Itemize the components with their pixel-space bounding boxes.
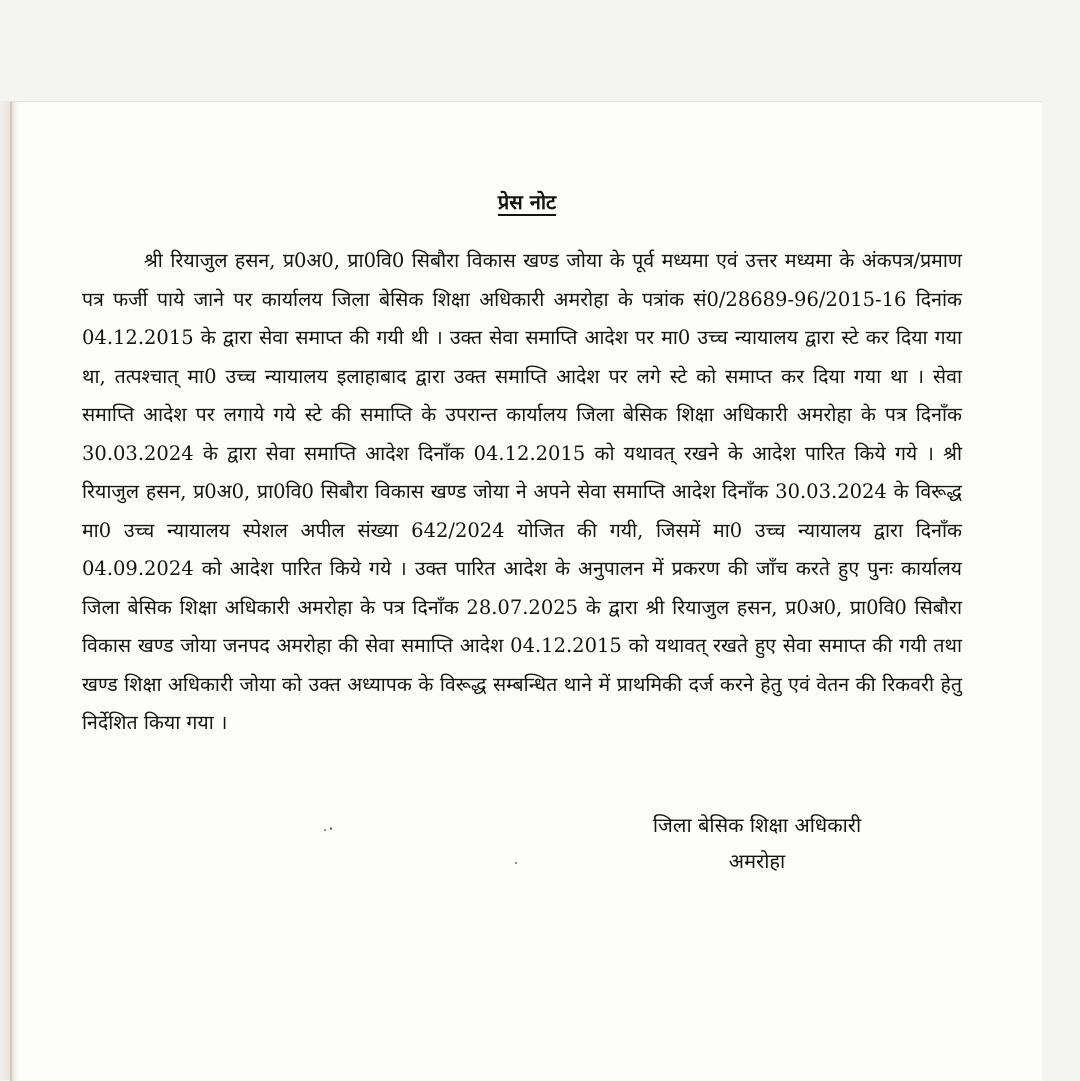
press-note-page — [10, 101, 1042, 1081]
paper-speck — [515, 862, 517, 864]
photo-edge — [0, 101, 10, 1080]
document-title-text: प्रेस नोट — [497, 190, 557, 214]
paper-speck — [324, 829, 326, 831]
document-title — [12, 188, 1042, 215]
signature-place: अमरोहा — [728, 849, 786, 873]
document-body: श्री रियाजुल हसन, प्र0अ0, प्रा0वि0 सिबौरा विकास खण्ड जोया के पूर्व मध्यमा एवं उत्तर मध्यमा के अंकपत्र/प्रमाण पत्र फर्जी पाये जाने पर कार्यालय जिला बेसिक शिक्षा अधिकारी अमरोहा के पत्रांक सं0/28689-96/2015-16 दिनांक 04.12.2015 के द्वारा सेवा समाप्त की गयी थी । उक्त सेवा समाप्ति आदेश पर मा0 उच्च न्यायालय द्वारा स्टे कर दिया गया था, तत्पश्चात् मा0 उच्च न्यायालय इलाहाबाद द्वारा उक्त समाप्ति आदेश पर लगे स्टे को समाप्त कर दिया गया था । सेवा समाप्ति आदेश पर लगाये गये स्टे की समाप्ति के उपरान्त कार्यालय जिला बेसिक शिक्षा अधिकारी अमरोहा के पत्र दिनाँक 30.03.2024 के द्वारा सेवा समाप्ति आदेश दिनाँक 04.12.2015 को यथावत् रखने के आदेश पारित किये गये । श्री रियाजुल हसन, प्र0अ0, प्रा0वि0 सिबौरा विकास खण्ड जोया ने अपने सेवा समाप्ति आदेश दिनाँक 30.03.2024 के विरूद्ध मा0 उच्च न्यायालय स्पेशल अपील संख्या 642/2024 योजित की गयी, जिसमें मा0 उच्च न्यायालय द्वारा दिनाँक 04.09.2024 को आदेश पारित किये गये । उक्त पारित आदेश के अनुपालन में प्रकरण की जाँच करते हुए पुनः कार्यालय जिला बेसिक शिक्षा अधिकारी अमरोहा के पत्र दिनाँक 28.07.2025 के द्वारा श्री रियाजुल हसन, प्र0अ0, प्रा0वि0 सिबौरा विकास खण्ड जोया जनपद अमरोहा की सेवा समाप्ति आदेश 04.12.2015 को यथावत् रखते हुए सेवा समाप्त की गयी तथा खण्ड शिक्षा अधिकारी जोया को उक्त अध्यापक के विरूद्ध सम्बन्धित थाने में प्राथमिकी दर्ज करने हेतु एवं वेतन की रिकवरी हेतु निर्देशित किया गया । — [82, 249, 962, 734]
signature-designation: जिला बेसिक शिक्षा अधिकारी — [652, 813, 862, 837]
paper-speck — [330, 827, 332, 830]
signature-block — [627, 807, 887, 879]
